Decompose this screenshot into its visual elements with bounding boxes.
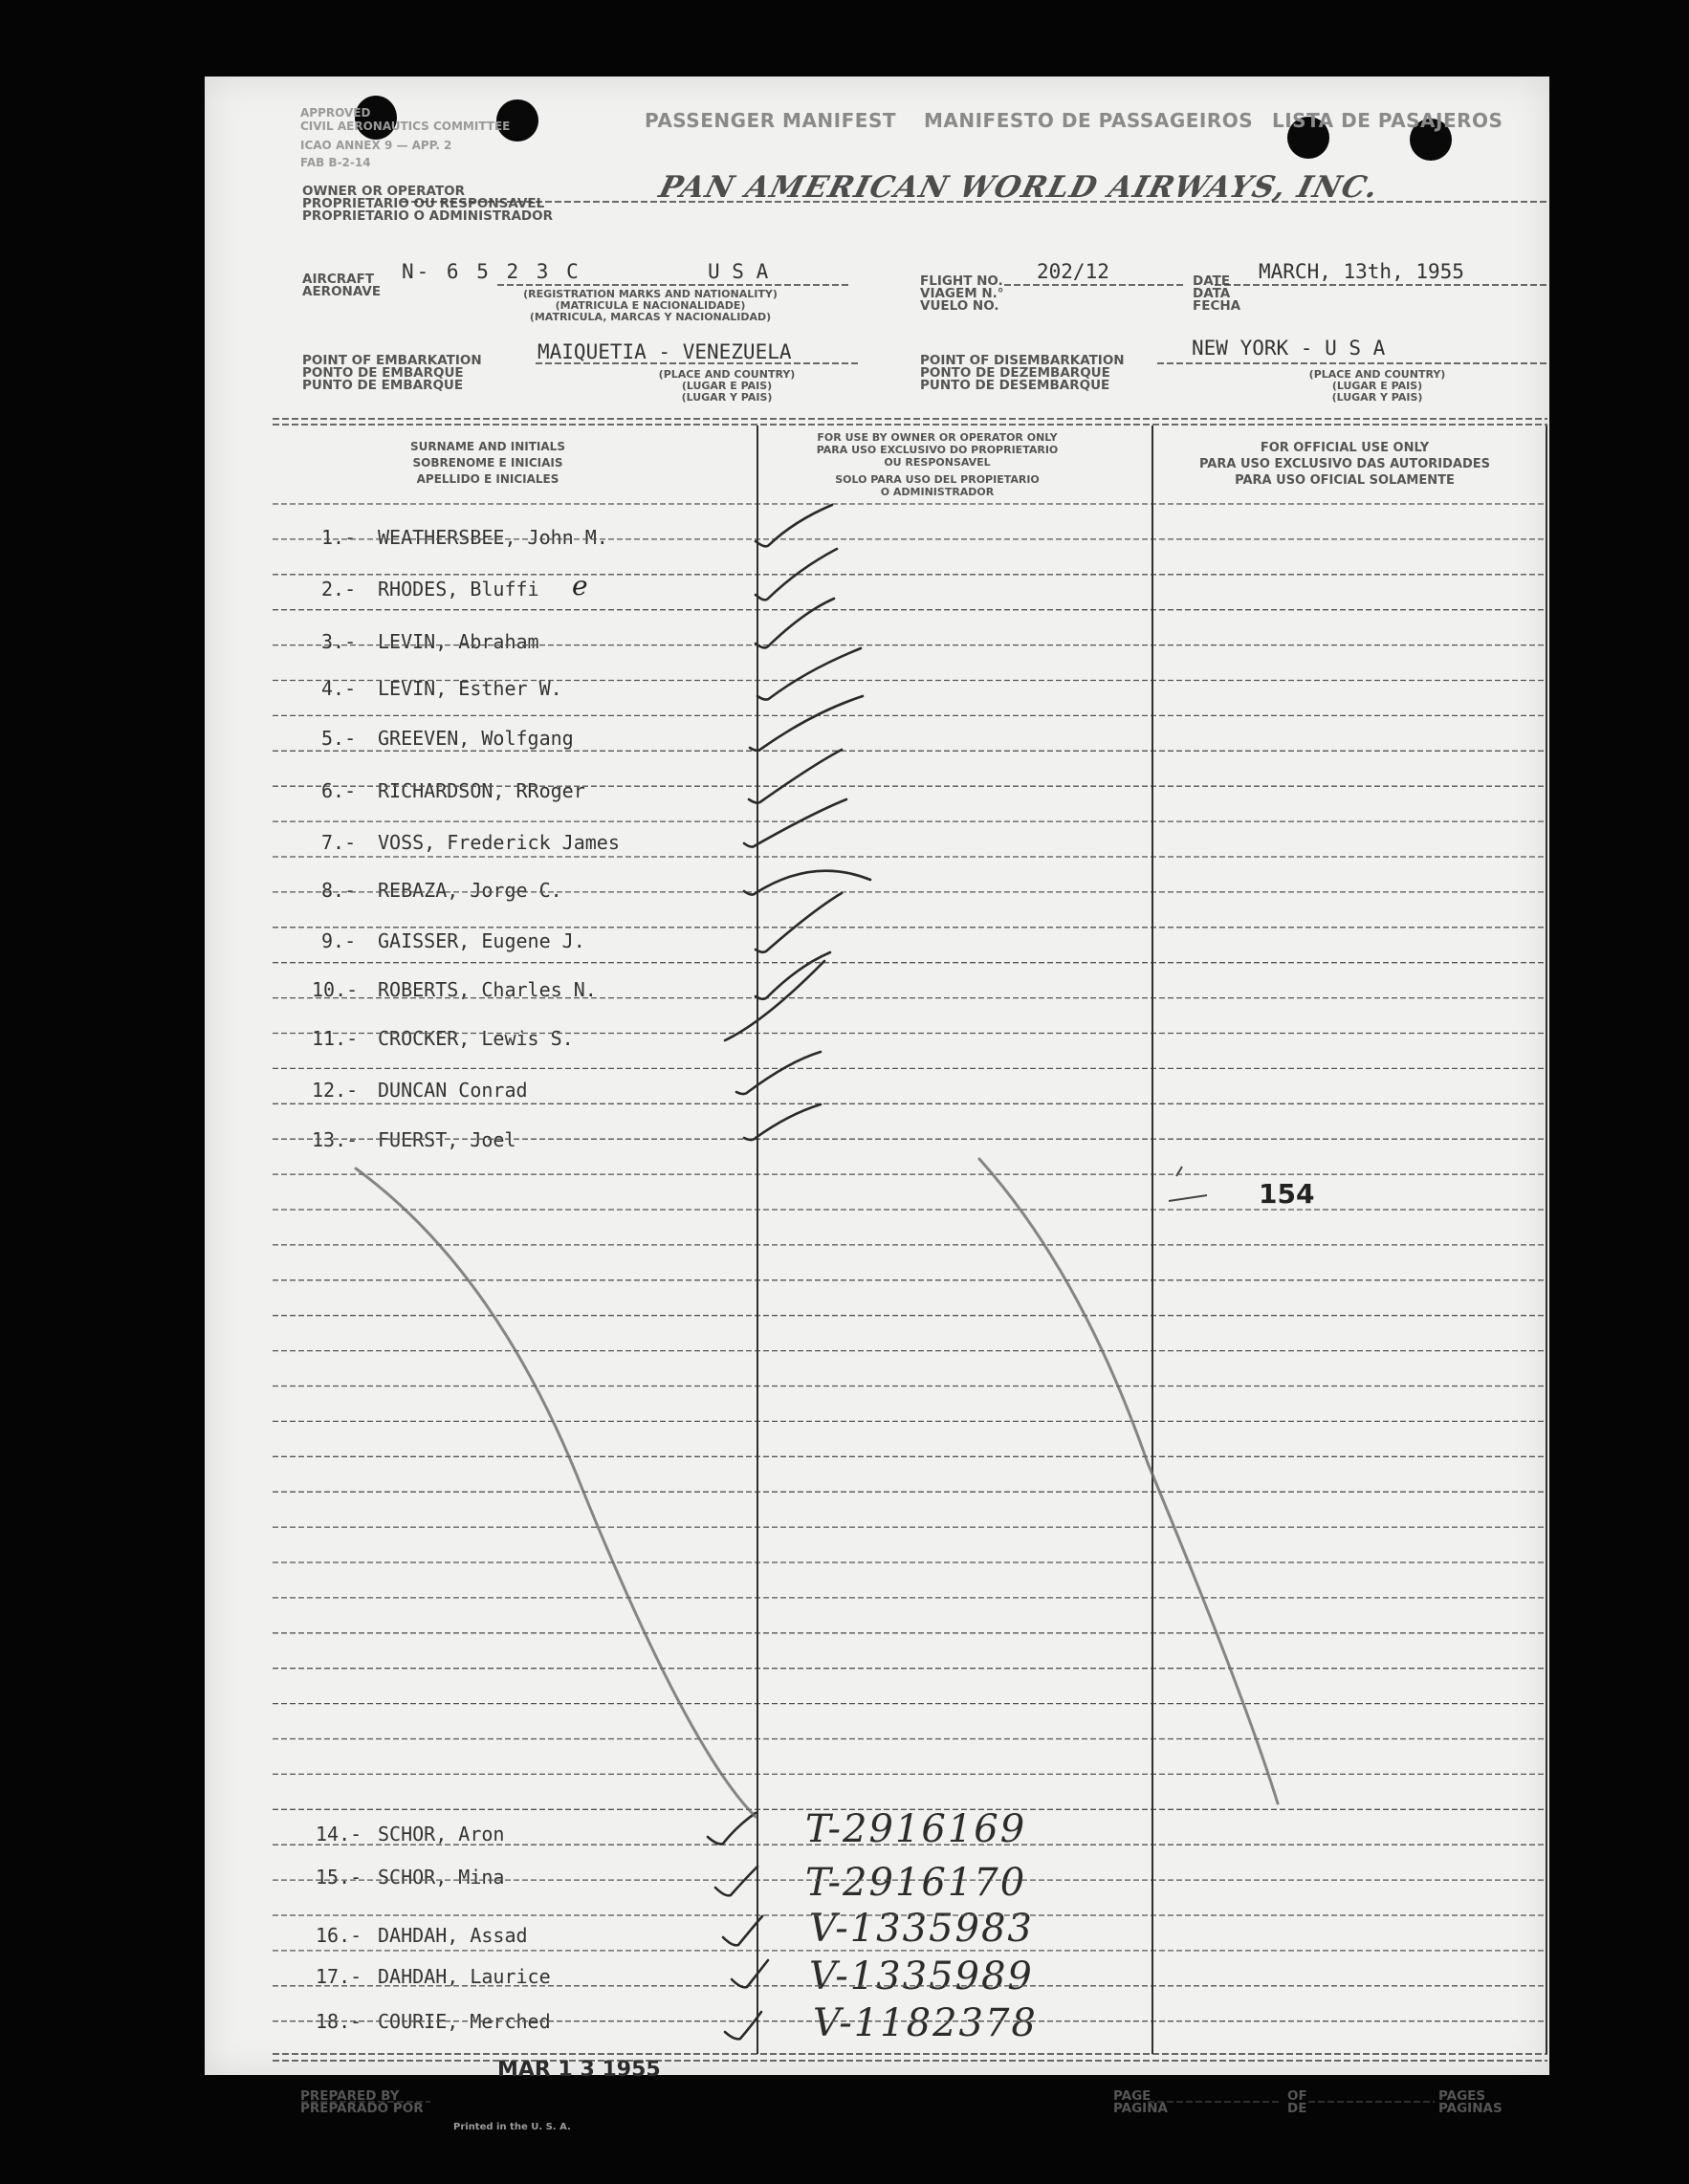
passenger-name: RHODES, Bluffi [378, 578, 539, 601]
date-stamp: MAR 1 3 1955 [497, 2058, 661, 2082]
embark-label: POINT OF EMBARKATION [302, 353, 482, 368]
column-header-official: PARA USO OFICIAL SOLAMENTE [1235, 473, 1455, 488]
approval-line: ICAO ANNEX 9 — APP. 2 [300, 139, 452, 152]
document-number: V-1335989 [809, 1955, 1034, 1998]
date-label: DATE [1193, 273, 1231, 289]
passenger-name: REBAZA, Jorge C. [378, 879, 562, 902]
column-header-owner: O ADMINISTRADOR [880, 486, 995, 498]
column-header-official: PARA USO EXCLUSIVO DAS AUTORIDADES [1198, 457, 1491, 471]
handwritten-correction: e [572, 570, 588, 601]
place-label: (PLACE AND COUNTRY) [658, 368, 796, 381]
column-header-surname: APELLIDO E INICIALES [416, 472, 559, 486]
passenger-number: 12.- [312, 1079, 359, 1102]
passenger-number: 17.- [316, 1965, 362, 1988]
passenger-number: 14.- [316, 1823, 362, 1845]
passenger-name: WEATHERSBEE, John M. [378, 526, 608, 549]
passenger-number: 2.- [321, 578, 357, 601]
embark-label: PONTO DE EMBARQUE [302, 365, 464, 381]
column-header-official: FOR OFFICIAL USE ONLY [1260, 441, 1430, 455]
disembark-place: NEW YORK - U S A [1192, 337, 1386, 360]
aircraft-nationality: U S A [708, 260, 769, 283]
passenger-number: 16.- [316, 1924, 362, 1947]
column-header-owner: SOLO PARA USO DEL PROPIETARIO [835, 473, 1040, 486]
column-header-owner: FOR USE BY OWNER OR OPERATOR ONLY [817, 431, 1058, 444]
approval-line: CIVIL AERONAUTICS COMMITTEE [300, 120, 511, 133]
page-label: PAGINA [1113, 2101, 1168, 2116]
passenger-number: 1.- [321, 526, 357, 549]
passenger-number: 9.- [321, 929, 357, 952]
passenger-name: SCHOR, Mina [378, 1866, 505, 1889]
owner-label: OWNER OR OPERATOR [302, 184, 466, 199]
flight-label: FLIGHT NO. [920, 273, 1003, 289]
place-label: (LUGAR E PAIS) [1331, 380, 1423, 392]
printed-note: Printed in the U. S. A. [453, 2122, 571, 2132]
owner-label: PROPRIETARIO OU RESPONSAVEL [302, 196, 545, 211]
passenger-name: DAHDAH, Assad [378, 1924, 528, 1947]
prepared-label: PREPARED BY [300, 2088, 400, 2104]
place-label: (LUGAR Y PAIS) [1331, 391, 1423, 404]
registration-label: (REGISTRATION MARKS AND NATIONALITY) [523, 288, 778, 300]
disembark-label: POINT OF DISEMBARKATION [920, 353, 1125, 368]
flight-number: 202/12 [1037, 260, 1109, 283]
airline-name: PAN AMERICAN WORLD AIRWAYS, INC. [655, 170, 1383, 205]
date-label: DATA [1193, 286, 1231, 301]
prepared-label: PREPARADO POR [300, 2101, 424, 2116]
passenger-number: 15.- [316, 1866, 362, 1889]
date-label: FECHA [1193, 298, 1241, 314]
document-number: T-2916169 [805, 1807, 1027, 1851]
passenger-number: 11.- [312, 1027, 359, 1050]
passenger-number: 5.- [321, 727, 357, 750]
passenger-name: SCHOR, Aron [378, 1823, 505, 1845]
passenger-name: CROCKER, Lewis S. [378, 1027, 574, 1050]
of-label: OF [1287, 2088, 1307, 2104]
passenger-name: DAHDAH, Laurice [378, 1965, 551, 1988]
passenger-number: 10.- [312, 978, 359, 1001]
column-header-owner: PARA USO EXCLUSIVO DO PROPRIETARIO [816, 444, 1059, 456]
passenger-name: GAISSER, Eugene J. [378, 929, 585, 952]
place-label: (PLACE AND COUNTRY) [1308, 368, 1446, 381]
passenger-number: 6.- [321, 779, 357, 802]
title-portuguese: MANIFESTO DE PASSAGEIROS [924, 109, 1254, 132]
owner-label: PROPRIETARIO O ADMINISTRADOR [302, 208, 553, 224]
passenger-name: DUNCAN Conrad [378, 1079, 528, 1102]
column-header-surname: SOBRENOME E INICIAIS [412, 456, 563, 470]
passenger-number: 7.- [321, 831, 357, 854]
aircraft-label: AERONAVE [302, 284, 382, 299]
page-label: PAGE [1113, 2088, 1152, 2104]
flight-label: VUELO NO. [920, 298, 999, 314]
passenger-number: 3.- [321, 630, 357, 653]
registration-label: (MATRICULA, MARCAS Y NACIONALIDAD) [529, 311, 772, 323]
registration-label: (MATRICULA E NACIONALIDADE) [555, 299, 746, 312]
passenger-name: ROBERTS, Charles N. [378, 978, 597, 1001]
flight-label: VIAGEM N.° [920, 286, 1004, 301]
official-note: 154 [1259, 1178, 1315, 1210]
passenger-name: COURIE, Merched [378, 2010, 551, 2033]
passenger-name: LEVIN, Esther W. [378, 677, 562, 700]
aircraft-label: AIRCRAFT [302, 272, 375, 287]
passenger-number: 18.- [316, 2010, 362, 2033]
title-spanish: LISTA DE PASAJEROS [1272, 109, 1503, 132]
column-header-owner: OU RESPONSAVEL [884, 456, 991, 469]
passenger-name: VOSS, Frederick James [378, 831, 620, 854]
pages-label: PAGES [1438, 2088, 1486, 2104]
passenger-number: 4.- [321, 677, 357, 700]
document-number: T-2916170 [805, 1861, 1027, 1905]
disembark-label: PUNTO DE DESEMBARQUE [920, 378, 1110, 393]
document-number: V-1182378 [813, 2001, 1038, 2045]
approval-line: FAB B-2-14 [300, 156, 371, 169]
approval-line: APPROVED [300, 106, 371, 120]
document-number: V-1335983 [809, 1907, 1034, 1951]
place-label: (LUGAR Y PAIS) [681, 391, 773, 404]
embark-label: PUNTO DE EMBARQUE [302, 378, 464, 393]
flight-date: MARCH, 13th, 1955 [1259, 260, 1464, 283]
pages-label: PAGINAS [1438, 2101, 1503, 2116]
passenger-name: FUERST, Joel [378, 1128, 516, 1151]
place-label: (LUGAR E PAIS) [681, 380, 773, 392]
of-label: DE [1287, 2101, 1307, 2116]
column-header-surname: SURNAME AND INITIALS [410, 440, 565, 453]
embark-place: MAIQUETIA - VENEZUELA [537, 340, 792, 363]
passenger-name: GREEVEN, Wolfgang [378, 727, 574, 750]
passenger-number: 8.- [321, 879, 357, 902]
passenger-name: LEVIN, Abraham [378, 630, 539, 653]
title-english: PASSENGER MANIFEST [645, 109, 896, 132]
disembark-label: PONTO DE DEZEMBARQUE [920, 365, 1110, 381]
passenger-name: RICHARDSON, RRoger [378, 779, 585, 802]
aircraft-registration: N- 6 5 2 3 C [402, 260, 581, 283]
passenger-number: 13.- [312, 1128, 359, 1151]
